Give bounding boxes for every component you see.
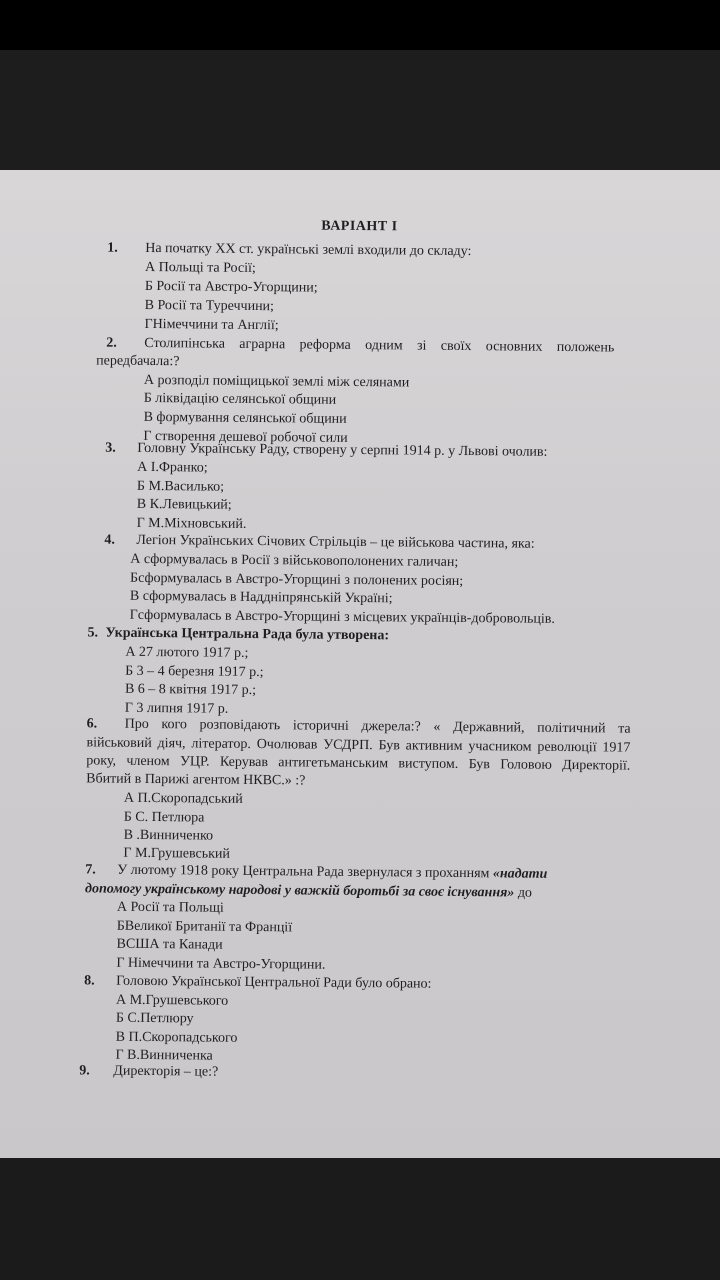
q3-text: Головну Українську Раду, створену у серпні 1914 р. у Львові очолив: xyxy=(137,440,548,460)
q7-text-line1-plain: У лютому 1918 року Центральна Рада звернулася з проханням xyxy=(117,862,493,882)
q7-option-b: БВеликої Британії та Франції xyxy=(116,918,293,936)
q8-option-b: Б С.Петлюру xyxy=(115,1010,194,1027)
q2-option-c: В формування селянської общини xyxy=(143,409,347,427)
q6-option-d: Г М.Грушевський xyxy=(123,845,230,862)
q7-option-a: А Росії та Польщі xyxy=(116,899,224,916)
q4-option-d: Гсформувалась в Австро-Угорщині з місцевих українців-добровольців. xyxy=(129,607,555,627)
q5-option-b: Б 3 – 4 березня 1917 р.; xyxy=(125,663,264,681)
q5-option-d: Г 3 липня 1917 р. xyxy=(124,700,229,717)
q6-text-line1: Про кого розповідають історичні джерела:? « Державний, політичний та xyxy=(124,716,631,737)
q3-option-b: Б М.Василько; xyxy=(136,478,225,495)
q4-text: Легіон Українських Січових Стрільців – це військова частина, яка: xyxy=(136,532,535,552)
q2-number: 2. xyxy=(106,335,117,351)
q2-text-line2: передбачала:? xyxy=(96,353,180,370)
q7-number: 7. xyxy=(85,862,96,878)
q6-number: 6. xyxy=(86,716,98,732)
q5-option-c: В 6 – 8 квітня 1917 р.; xyxy=(124,681,257,699)
q7-text-line2-quote: допомогу українському народові у важкій боротьбі за своє існування» xyxy=(85,881,515,901)
q8-number: 8. xyxy=(84,973,95,989)
q6-text-line2: військовий діяч, літератор. Очолював УСДРП. Був активним учасником революції 1917 xyxy=(86,735,631,756)
q9-number: 9. xyxy=(79,1063,90,1079)
q1-option-d: ГНімеччини та Англії; xyxy=(144,316,279,334)
q1-option-a: А Польщі та Росії; xyxy=(144,259,256,277)
q2-text-line1: Столипінська аграрна реформа одним зі своїх основних положень xyxy=(144,335,615,356)
q6-option-b: Б С. Петлюра xyxy=(123,809,205,826)
q3-option-c: В К.Левицький; xyxy=(136,496,232,513)
q6-text-line4: Вбитий в Парижі агентом НКВС.» :? xyxy=(86,771,306,789)
q3-option-d: Г М.Міхновський. xyxy=(136,515,247,532)
q2-option-a: А розподіл поміщицької землі між селянами xyxy=(143,372,410,391)
q9-text: Директорія – це:? xyxy=(113,1063,219,1080)
q3-number: 3. xyxy=(105,440,116,456)
q6-text-line3: року, членом УЦР. Керував антигетьманським виступом. Був Головою Директорії. xyxy=(86,753,631,774)
photo-background-bottom xyxy=(0,1158,720,1280)
q7-option-c: ВСША та Канади xyxy=(116,936,223,953)
viewer-top-bar xyxy=(0,0,720,50)
document-title: ВАРІАНТ І xyxy=(321,218,398,235)
q2-option-d: Г створення дешевої робочої сили xyxy=(143,428,348,446)
q5-text: Українська Центральна Рада була утворена: xyxy=(105,625,390,644)
q1-option-c: В Росії та Туреччини; xyxy=(144,297,275,315)
q4-option-b: Бсформувалась в Австро-Угорщині з полонених росіян; xyxy=(129,570,464,590)
test-document xyxy=(0,170,720,1158)
q6-option-a: А П.Скоропадський xyxy=(123,790,243,807)
q7-option-d: Г Німеччини та Австро-Угорщини. xyxy=(116,955,326,973)
q4-number: 4. xyxy=(104,532,116,548)
q5-number: 5. xyxy=(87,625,99,641)
photo-background xyxy=(0,50,720,170)
q3-option-a: А І.Франко; xyxy=(137,459,208,476)
q5-option-a: А 27 лютого 1917 р.; xyxy=(125,644,249,661)
q8-option-d: Г В.Винниченка xyxy=(115,1047,213,1064)
q2-option-b: Б ліквідацію селянської общини xyxy=(143,390,337,408)
q6-option-c: В .Винниченко xyxy=(123,827,214,844)
q8-option-a: А М.Грушевського xyxy=(115,992,229,1009)
document-photo[interactable] xyxy=(0,170,720,1158)
q4-option-c: В сформувалась в Наддніпрянській Україні; xyxy=(129,588,393,607)
q1-option-b: Б Росії та Австро-Угорщини; xyxy=(144,278,318,296)
q7-text-line2-plain: до xyxy=(514,885,533,901)
q7-text-line1-quote: «надати xyxy=(492,866,548,882)
q1-number: 1. xyxy=(107,240,118,256)
q8-option-c: В П.Скоропадського xyxy=(115,1029,238,1046)
q4-option-a: А сформувалась в Росії з військовополонених галичан; xyxy=(130,551,459,570)
q8-text: Головою Української Центральної Ради було обрано: xyxy=(116,973,432,992)
q1-text: На початку XX ст. українські землі входили до складу: xyxy=(145,240,472,260)
